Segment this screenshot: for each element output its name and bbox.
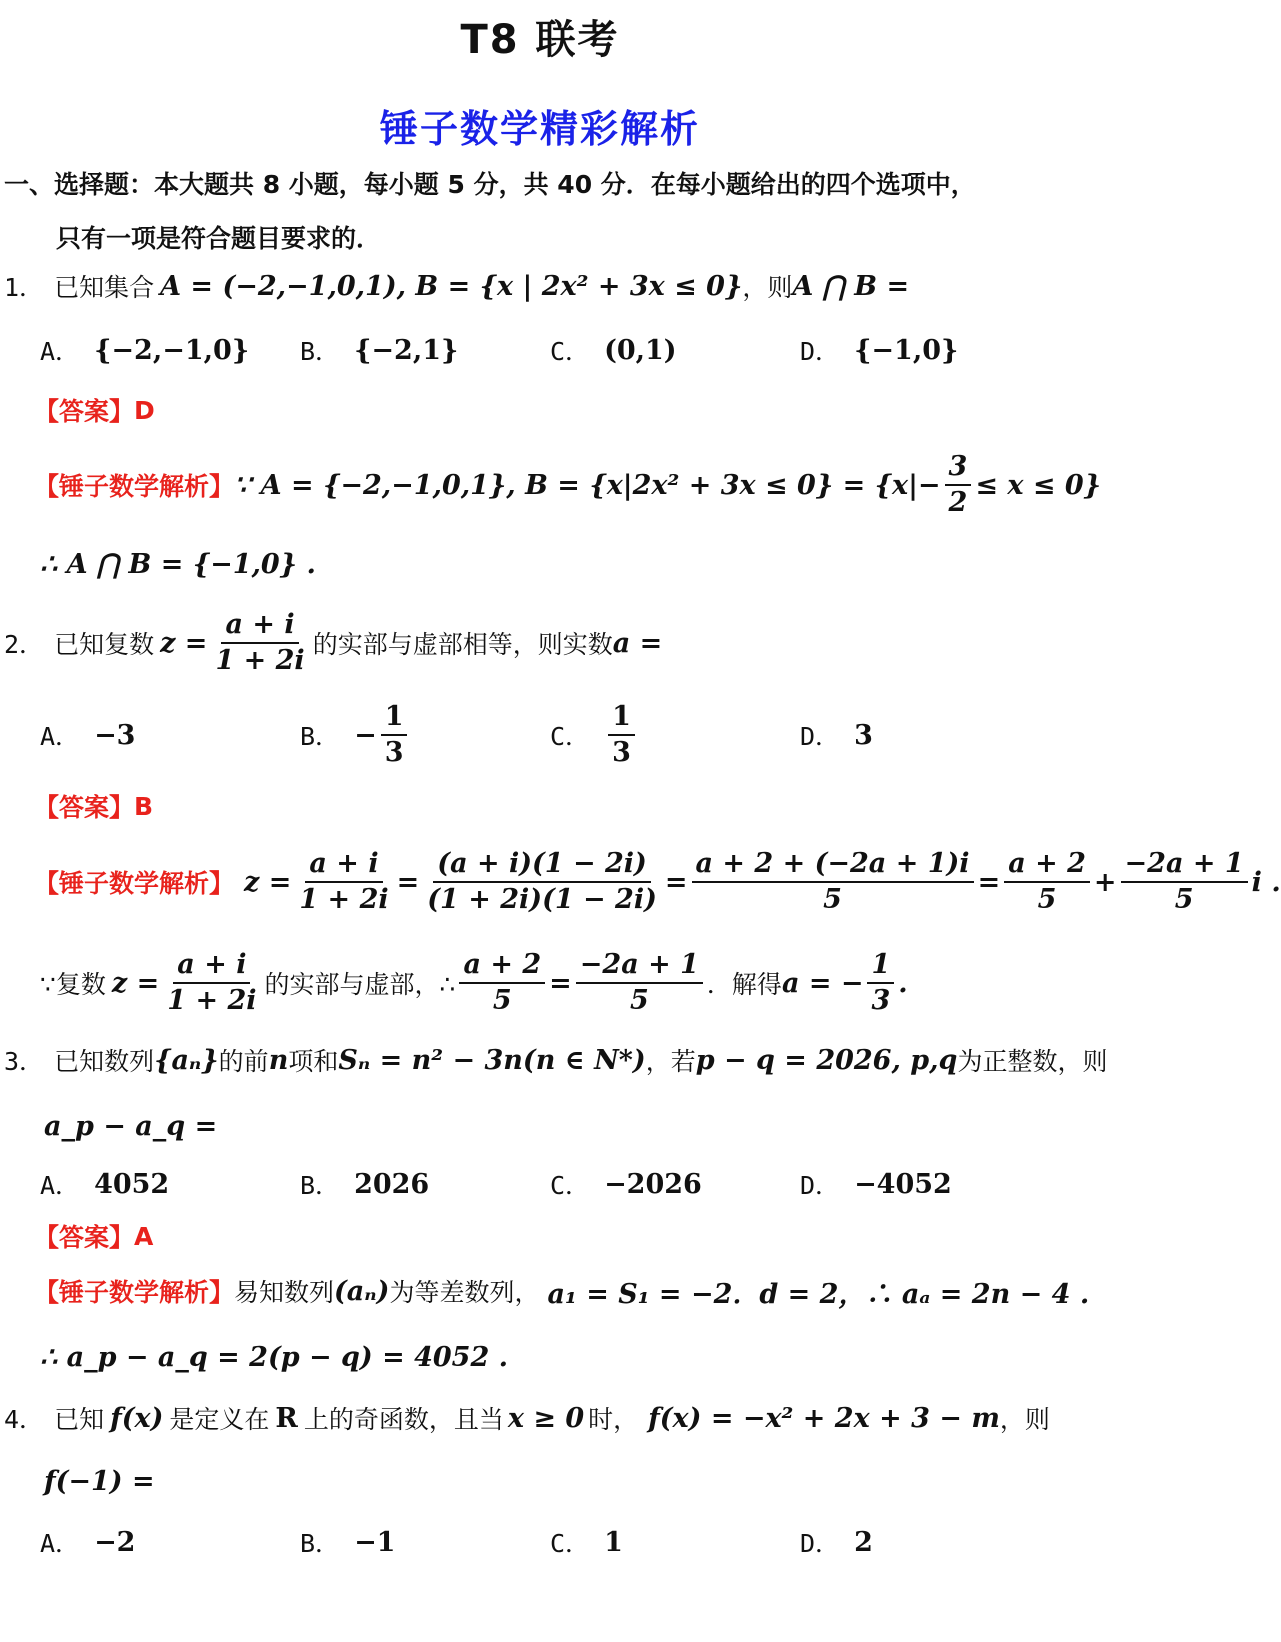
fraction-denominator: 3 bbox=[384, 737, 404, 768]
analysis-1-line-2 bbox=[40, 542, 316, 586]
option-a[interactable] bbox=[40, 1162, 169, 1206]
fraction-numerator: (a + i)(1 − 2i) bbox=[433, 849, 651, 883]
stem-text: ，若 bbox=[645, 1047, 696, 1076]
stem-text: 已知 bbox=[54, 1405, 105, 1434]
analysis-text: 的实部与虚部，∴ bbox=[264, 970, 456, 999]
math-expression: z = bbox=[244, 866, 292, 898]
stem-text: 已知数列 bbox=[54, 1047, 155, 1076]
math-expression: ∴ a_p − a_q = 2(p − q) = 4052 . bbox=[40, 1341, 509, 1373]
option-b[interactable] bbox=[300, 1520, 395, 1564]
option-label: D． bbox=[800, 337, 841, 366]
question-2-stem bbox=[4, 608, 662, 678]
option-label: C． bbox=[550, 722, 591, 751]
fraction bbox=[423, 849, 661, 914]
question-4-stem-line-2 bbox=[44, 1458, 155, 1504]
fraction-numerator: a + 2 + (−2a + 1)i bbox=[692, 849, 974, 883]
math-expression: f(−1) = bbox=[44, 1465, 155, 1497]
stem-text: 项和 bbox=[288, 1047, 339, 1076]
answer-3 bbox=[34, 1216, 153, 1256]
fraction bbox=[163, 950, 260, 1015]
option-value: −4052 bbox=[854, 1168, 952, 1200]
option-label: B． bbox=[300, 1529, 341, 1558]
math-expression: a = − bbox=[781, 967, 864, 999]
section-line-1: 一、选择题：本大题共 8 小题，每小题 5 分，共 40 分．在每小题给出的四个选项中， bbox=[4, 170, 976, 199]
fraction bbox=[295, 849, 392, 914]
option-value: 2026 bbox=[354, 1168, 430, 1200]
stem-text: 为正整数，则 bbox=[957, 1047, 1108, 1076]
stem-text: 时， bbox=[588, 1405, 639, 1434]
question-number: 4． bbox=[4, 1405, 45, 1434]
question-1-stem bbox=[4, 262, 909, 310]
question-3-stem-line-2 bbox=[44, 1104, 217, 1148]
question-number: 3． bbox=[4, 1047, 45, 1076]
answer-label: 【答案】 bbox=[34, 793, 135, 822]
math-expression: i . bbox=[1251, 866, 1281, 898]
fraction-numerator: 3 bbox=[945, 452, 972, 486]
math-expression: ∴ A ⋂ B = {−1,0} . bbox=[40, 548, 316, 580]
fraction-numerator: a + i bbox=[173, 950, 250, 984]
fraction-numerator: 1 bbox=[381, 702, 408, 736]
math-expression: Sₙ = n² − 3n(n ∈ N*) bbox=[338, 1044, 646, 1076]
fraction-denominator: 3 bbox=[871, 985, 891, 1016]
option-label: B． bbox=[300, 1171, 341, 1200]
question-3-stem bbox=[4, 1036, 1107, 1084]
stem-text: 上的奇函数，且当 bbox=[303, 1405, 504, 1434]
option-a[interactable] bbox=[40, 1520, 135, 1564]
stem-text: ，则 bbox=[999, 1405, 1050, 1434]
math-expression: p − q = 2026, p,q bbox=[695, 1044, 958, 1076]
fraction bbox=[576, 950, 703, 1015]
option-label: D． bbox=[800, 1171, 841, 1200]
fraction-numerator: −2a + 1 bbox=[576, 950, 703, 984]
fraction-denominator: 3 bbox=[612, 737, 631, 768]
answer-label: 【答案】 bbox=[34, 397, 135, 426]
analysis-2-line-1: 【锤子数学解析】 z = $\frac{a + i}{1 + 2i}$ = $\frac{(a + i)(1 - 2i)}{(1 + 2i)(1 - 2i)}$ = $\frac{a + 2 + (-2a + 1)i}{5}$ = $\frac{a + 2}{5}$ + $\frac{-2a + 1}{5}$ i . bbox=[34, 848, 1281, 915]
option-value: 2 bbox=[854, 1526, 873, 1558]
analysis-3-line-1 bbox=[34, 1268, 1089, 1314]
option-value: {−1,0} bbox=[854, 334, 959, 366]
math-expression: A ⋂ B = bbox=[792, 270, 910, 302]
option-value: 3 bbox=[854, 719, 873, 751]
option-value: (0,1) bbox=[604, 334, 677, 366]
fraction bbox=[459, 950, 545, 1015]
question-number: 2． bbox=[4, 630, 45, 659]
fraction bbox=[381, 702, 408, 767]
option-value: 1 bbox=[604, 1526, 623, 1558]
section-line-2: 只有一项是符合题目要求的． bbox=[56, 224, 382, 253]
analysis-label: 【锤子数学解析】 bbox=[34, 869, 235, 898]
option-label: A． bbox=[40, 1171, 81, 1200]
analysis-2-line-2: ∵复数 z = $\frac{a + i}{1 + 2i}$ 的实部与虚部，∴ $\frac{a + 2}{5}$ = $\frac{-2a + 1}{5}$ ．解得 a = − $\frac{1}{3}$ . bbox=[40, 949, 908, 1016]
answer-value: D bbox=[134, 395, 155, 425]
option-label: A． bbox=[40, 1529, 81, 1558]
analysis-label: 【锤子数学解析】 bbox=[34, 1278, 235, 1307]
fraction-denominator: 5 bbox=[823, 884, 842, 915]
analysis-label: 【锤子数学解析】 bbox=[34, 472, 235, 501]
fraction-denominator: 1 + 2i bbox=[299, 884, 389, 915]
option-value: {−2,1} bbox=[354, 334, 459, 366]
option-c[interactable] bbox=[550, 1162, 702, 1206]
option-d[interactable] bbox=[800, 328, 958, 372]
option-label: B． bbox=[300, 722, 341, 751]
page-subtitle: 锤子数学精彩解析 bbox=[379, 107, 700, 151]
option-label: D． bbox=[800, 722, 841, 751]
fraction-denominator: 5 bbox=[1037, 884, 1057, 915]
option-value: −3 bbox=[94, 719, 136, 751]
fraction bbox=[945, 452, 972, 517]
fraction-numerator: a + i bbox=[221, 610, 298, 644]
option-label: A． bbox=[40, 337, 81, 366]
fraction-numerator: a + i bbox=[305, 849, 382, 883]
option-b[interactable] bbox=[300, 700, 411, 770]
analysis-text: ．解得 bbox=[706, 970, 782, 999]
analysis-text: 易知数列 bbox=[234, 1278, 335, 1307]
option-label: C． bbox=[550, 1171, 591, 1200]
math-expression: f(x) = −x² + 2x + 3 − m bbox=[648, 1402, 1000, 1434]
option-value: −1 bbox=[354, 1526, 396, 1558]
math-expression: f(x) bbox=[110, 1402, 164, 1434]
fraction-numerator: a + 2 bbox=[459, 950, 545, 984]
math-expression: (aₙ) bbox=[334, 1275, 390, 1307]
question-4-stem bbox=[4, 1394, 1050, 1442]
stem-text: 已知复数 bbox=[54, 630, 155, 659]
option-label: A． bbox=[40, 722, 81, 751]
option-value: −2 bbox=[94, 1526, 136, 1558]
stem-text: 已知集合 bbox=[54, 273, 155, 302]
math-expression: z = bbox=[111, 967, 160, 999]
fraction bbox=[1004, 849, 1090, 914]
analysis-text: ∵复数 bbox=[40, 970, 106, 999]
math-expression: A = (−2,−1,0,1), B = {x | 2x² + 3x ≤ 0} bbox=[160, 270, 743, 302]
fraction-numerator: a + 2 bbox=[1004, 849, 1090, 883]
fraction bbox=[608, 702, 635, 767]
math-expression: {aₙ} bbox=[154, 1044, 219, 1076]
math-expression: R bbox=[275, 1402, 298, 1434]
option-d[interactable] bbox=[800, 700, 873, 770]
fraction-denominator: 5 bbox=[1174, 884, 1194, 915]
answer-value: B bbox=[134, 791, 154, 821]
option-d[interactable] bbox=[800, 1520, 873, 1564]
fraction bbox=[211, 610, 308, 675]
fraction bbox=[692, 849, 974, 914]
math-expression: x ≥ 0 bbox=[507, 1402, 585, 1434]
fraction-denominator: 2 bbox=[948, 487, 968, 518]
answer-1 bbox=[34, 390, 155, 430]
stem-text: 的实部与虚部相等，则实数 bbox=[312, 630, 613, 659]
answer-2 bbox=[34, 786, 153, 826]
analysis-1-line-1 bbox=[34, 452, 1101, 518]
answer-value: A bbox=[134, 1221, 154, 1251]
fraction-numerator: −2a + 1 bbox=[1121, 849, 1248, 883]
fraction-numerator: 1 bbox=[867, 950, 894, 984]
fraction bbox=[867, 950, 894, 1015]
math-expression: a_p − a_q = bbox=[44, 1110, 218, 1142]
stem-text: ，则 bbox=[742, 273, 793, 302]
option-b[interactable] bbox=[300, 328, 458, 372]
fraction-denominator: (1 + 2i)(1 − 2i) bbox=[427, 884, 657, 915]
option-b[interactable] bbox=[300, 1162, 429, 1206]
math-expression: a = bbox=[612, 627, 663, 659]
option-a[interactable] bbox=[40, 328, 249, 372]
fraction-denominator: 1 + 2i bbox=[167, 985, 257, 1016]
option-c[interactable] bbox=[550, 1520, 623, 1564]
math-expression: ≤ x ≤ 0} bbox=[975, 469, 1102, 501]
fraction-numerator: 1 bbox=[608, 702, 635, 736]
option-label: B． bbox=[300, 337, 341, 366]
analysis-text: 为等差数列， bbox=[389, 1278, 540, 1307]
option-value: −2026 bbox=[604, 1168, 702, 1200]
section-heading bbox=[4, 158, 1074, 266]
stem-text: 的前 bbox=[218, 1047, 269, 1076]
option-value: {−2,−1,0} bbox=[94, 334, 250, 366]
option-d[interactable] bbox=[800, 1162, 952, 1206]
math-expression: a₁ = S₁ = −2．d = 2，∴ aₐ = 2n − 4 . bbox=[547, 1278, 1090, 1310]
option-label: C． bbox=[550, 337, 591, 366]
math-expression: ∵ A = {−2,−1,0,1}, B = {x|2x² + 3x ≤ 0} = {x|− bbox=[234, 469, 941, 501]
answer-label: 【答案】 bbox=[34, 1223, 135, 1252]
option-a[interactable] bbox=[40, 700, 135, 770]
math-expression: z = bbox=[160, 627, 208, 659]
option-label: C． bbox=[550, 1529, 591, 1558]
option-c[interactable] bbox=[550, 328, 677, 372]
analysis-3-line-2 bbox=[40, 1334, 508, 1380]
option-value: 4052 bbox=[94, 1168, 170, 1200]
question-number: 1． bbox=[4, 273, 45, 302]
option-label: D． bbox=[800, 1529, 841, 1558]
page-title: T8 联考 bbox=[460, 17, 620, 63]
fraction-denominator: 5 bbox=[629, 985, 649, 1016]
fraction-denominator: 1 + 2i bbox=[215, 645, 305, 676]
math-expression: n bbox=[268, 1044, 289, 1076]
option-c[interactable] bbox=[550, 700, 639, 770]
fraction-denominator: 5 bbox=[492, 985, 512, 1016]
fraction bbox=[1121, 849, 1248, 914]
math-expression: . bbox=[898, 967, 908, 999]
stem-text: 是定义在 bbox=[169, 1405, 270, 1434]
option-value: − bbox=[354, 719, 377, 751]
